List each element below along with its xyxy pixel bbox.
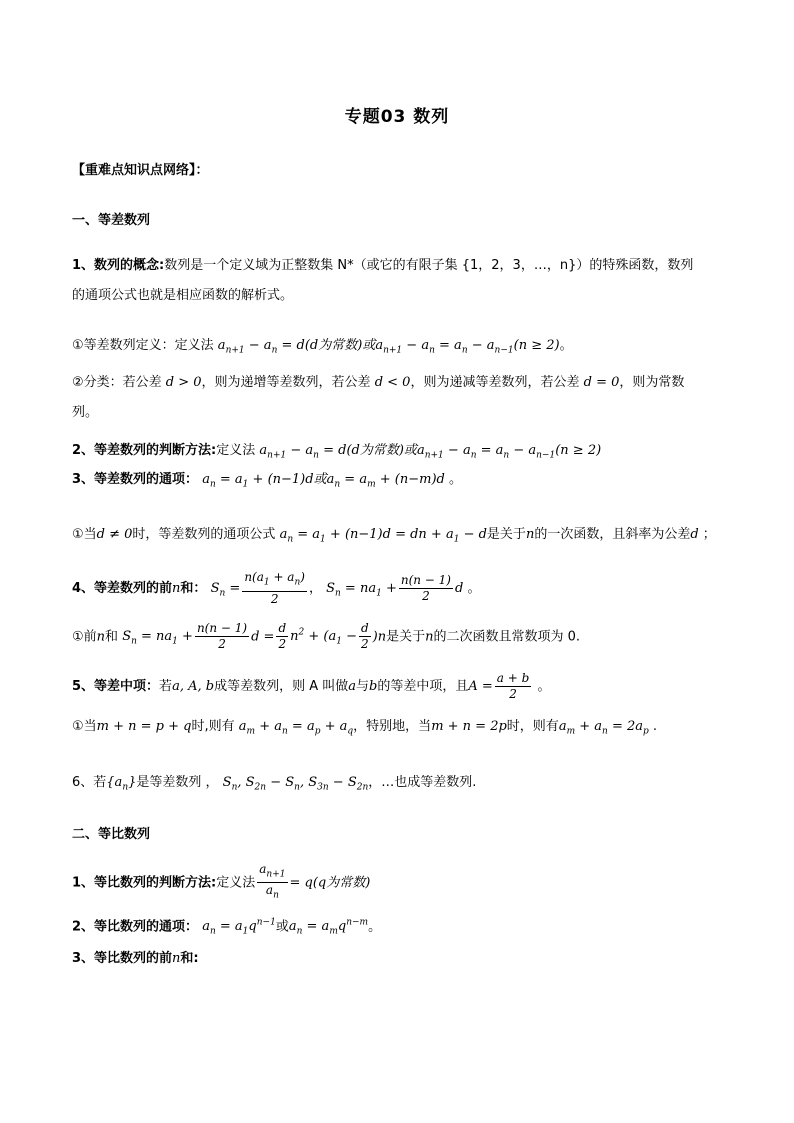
- arithmetic-judge: 2、等差数列的判断方法:定义法 $a_{n+1} - a_n = d(d$为常数)或$a_{n+1} - a_n = a_n - a_{n-1}(n \ge 2)$: [72, 443, 602, 461]
- mean-note: ①当m + n = p + q时,则有 $a_m + a_n = a_p + a_q$，特别地，当m + n = 2p时，则有$a_m + a_n = 2a_p$ .: [72, 719, 658, 737]
- arithmetic-sum: 4、等差数列的前n和： $S_n$ = $\frac{n(a_1 + a_n)}{2}$ ， $S_n = na_1$ + $\frac{n(n - 1)}{2}$ d 。: [72, 570, 481, 606]
- definition-formula: $a_{n+1} - a_n = d(d$为常数)或$a_{n+1} - a_n = a_n - a_{n-1}(n \ge 2)$: [217, 338, 560, 356]
- concept-heading: 1、数列的概念:: [72, 258, 165, 273]
- geometric-general-term: 2、等比数列的通项： $a_n = a_1q^{n-1}$或$a_n = a_mq^{n-m}$。: [72, 918, 382, 937]
- sum-fraction-1: $\frac{n(a_1 + a_n)}{2}$: [244, 570, 305, 606]
- page-title: 专题03 数列: [344, 107, 450, 127]
- section-heading-arithmetic: 一、等差数列: [72, 213, 151, 228]
- arithmetic-definition: ①等差数列定义：定义法 $a_{n+1} - a_n = d(d$为常数)或$a_{n+1} - a_n = a_n - a_{n-1}(n \ge 2)$。: [72, 338, 573, 356]
- judge-formula: $a_{n+1} - a_n = d(d$为常数)或$a_{n+1} - a_n = a_n - a_{n-1}(n \ge 2)$: [259, 443, 602, 461]
- arithmetic-mean: 5、等差中项：若a, A, b成等差数列，则 A 叫做a与b的等差中项，且A = $\frac{a + b}{2}$ 。: [72, 671, 551, 701]
- paragraph-concept-cont: 的通项公式也就是相应函数的解析式。: [72, 288, 294, 303]
- arithmetic-property-6: 6、若$\{a_n\}$是等差数列 ， $S_n$, $S_{2n} - S_n$, $S_{3n} - S_{2n}$，…也成等差数列.: [72, 775, 477, 793]
- general-formula: $a_n = a_1 + (n-1)d$或$a_n = a_m + (n-m)d$: [202, 472, 445, 490]
- paragraph-concept: [72, 255, 736, 277]
- geometric-sum: 3、等比数列的前n和:: [72, 951, 199, 966]
- definition-label: ①等差数列定义：定义法: [72, 338, 214, 353]
- concept-text: 数列是一个定义域为正整数集 N*（或它的有限子集 {1，2，3，…，n}）的特殊函数，数列: [164, 258, 694, 273]
- section-heading-geometric: 二、等比数列: [72, 827, 151, 842]
- sum-fraction-2: $\frac{n(n - 1)}{2}$: [400, 573, 451, 603]
- arithmetic-general-term: 3、等差数列的通项： $a_n = a_1 + (n-1)d$或$a_n = a_m + (n-m)d$ 。: [72, 472, 462, 490]
- geometric-judge: 1、等比数列的判断方法:定义法 $\frac{a_{n+1}}{a_n}$ = q(q为常数): [72, 862, 371, 901]
- arithmetic-classification: ②分类：若公差 d > 0，则为递增等差数列，若公差 d < 0，则为递减等差数列，若公差 d = 0，则为常数: [72, 375, 685, 390]
- sum-note: ①前n和 $S_n = na_1$ + $\frac{n(n - 1)}{2}$ d = $\frac{d}{2}$ $n^2 + (a_1$ − $\frac{d}{2}$ )n是关于n的二次函数且常数项为 0.: [72, 621, 581, 652]
- classification-cont: 列。: [72, 405, 99, 420]
- general-term-note: ①当d ≠ 0时，等差数列的通项公式 $a_n = a_1 + (n-1)d$ = dn + $a_1 - d$是关于n的一次函数，且斜率为公差d ；: [72, 527, 716, 545]
- network-label: 【重难点知识点网络】：: [72, 163, 209, 178]
